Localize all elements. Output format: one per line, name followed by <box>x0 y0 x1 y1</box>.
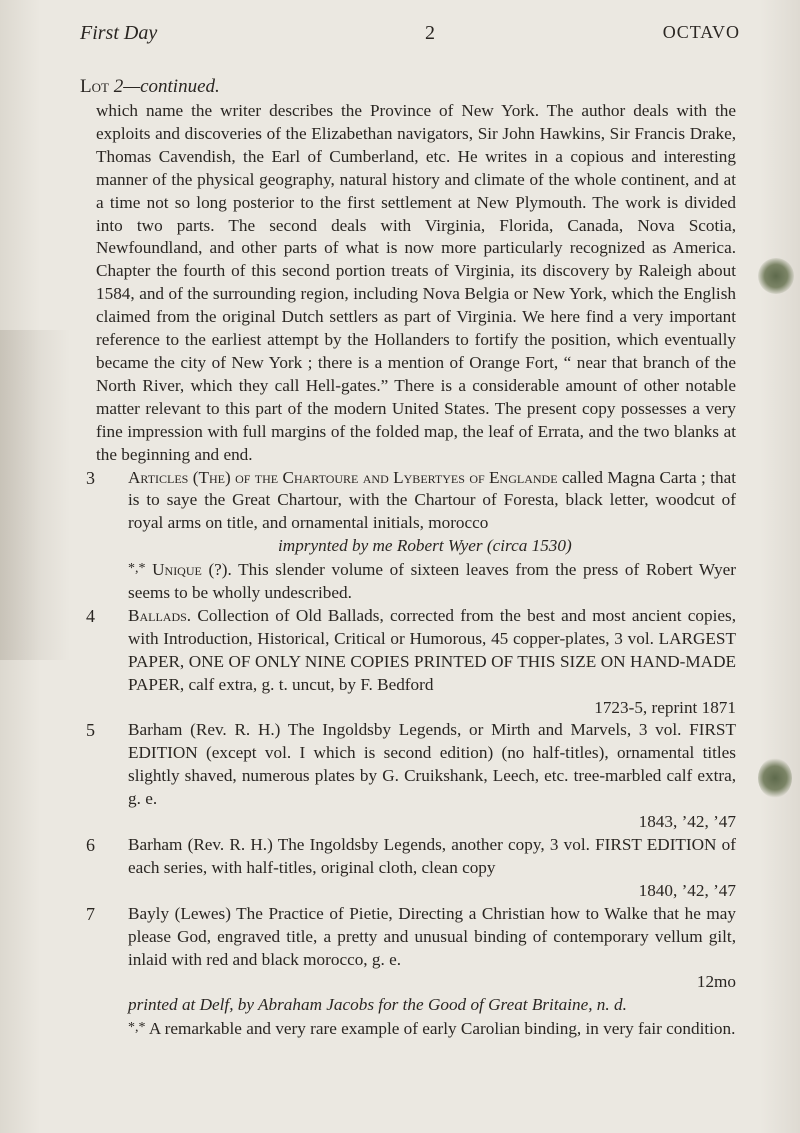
lot-heading: Barham (Rev. R. H.) <box>128 835 273 854</box>
lot-date: 1723-5, reprint 1871 <box>594 697 736 717</box>
lot-entry-7 <box>86 903 736 1041</box>
lot-imprint: printed at Delf, by Abraham Jacobs for the Good of Great Britaine, n. d. <box>128 995 627 1015</box>
lot-heading: Articles (The) of the Chartoure and Lybertyes of Englande <box>128 467 558 487</box>
note-asterisks: *,* <box>128 1020 146 1036</box>
lot-number: 5 <box>86 720 95 741</box>
lot-continued-label: 2—continued. <box>113 76 220 97</box>
lot-note <box>128 558 736 605</box>
note-text: A remarkable and very rare example of early Carolian binding, in very fair condition. <box>148 1019 736 1039</box>
lot-description: called Magna Carta ; that is to saye the Great Chartour, with the Chartour of Foresta, black letter, woodcut of royal arms on title, and ornamental initials, morocco <box>128 467 736 533</box>
lot-number: 7 <box>86 903 95 924</box>
lot-description: Collection of Old Ballads, corrected from the best and most ancient copies, with Introduction, Historical, Critical or Humorous, 45 copper-plates, 3 vol. LARGEST PAPER, ONE OF ONLY NINE COPIES PRINTED OF THIS SIZE ON HAND-MADE PAPER, calf extra, g. t. uncut, by F. Bedford <box>128 605 736 694</box>
lot-date: 1843, ’42, ’47 <box>638 812 736 832</box>
catalogue-body <box>86 100 737 1041</box>
running-head-left: First Day <box>80 22 158 44</box>
lot-date: 1840, ’42, ’47 <box>638 880 736 900</box>
lot-entry-5 <box>86 719 736 834</box>
lot-description: The Ingoldsby Legends, another copy, 3 vol. FIRST EDITION of each series, with half-titles, original cloth, clean copy <box>128 835 736 877</box>
lot-size: 12mo <box>696 972 736 992</box>
lot-number: 4 <box>86 605 95 626</box>
note-asterisks: *,* <box>128 561 146 577</box>
lot-imprint: imprynted by me Robert Wyer (circa 1530) <box>278 536 572 556</box>
lot-entry-3 <box>86 467 737 605</box>
running-head-right: OCTAVO <box>662 22 740 42</box>
lot-note <box>128 1017 736 1041</box>
binding-tab-mark-upper <box>758 258 794 294</box>
page-number: 2 <box>425 22 435 44</box>
binding-tab-mark-lower <box>758 758 792 798</box>
lot-description: The Practice of Pietie, Directing a Christian how to Walke that he may please God, engraved title, a pretty and unusual binding of contemporary vellum gilt, inlaid with red and black morocco, g. e. <box>128 903 736 969</box>
lot-continued-heading <box>80 76 220 98</box>
lot-number: 6 <box>86 835 95 855</box>
lot-entry-6 <box>86 834 736 903</box>
lot-description: The Ingoldsby Legends, or Mirth and Marvels, 3 vol. FIRST EDITION (except vol. I which is second edition) (no half-titles), ornamental titles slightly shaved, numerous plates by G. Cruikshank, Leech, etc. tree-marbled calf extra, g. e. <box>128 720 736 809</box>
lot-heading: Barham (Rev. R. H.) <box>128 720 281 740</box>
lot-number: 3 <box>86 467 95 488</box>
lot-heading: Bayly (Lewes) <box>128 903 231 923</box>
binding-shadow <box>0 330 70 660</box>
lot-label: Lot <box>80 76 109 97</box>
lot-entry-4 <box>86 605 736 720</box>
note-heading: Unique (?). <box>152 560 232 580</box>
note-text: This slender volume of sixteen leaves from the press of Robert Wyer seems to be wholly undescribed. <box>128 560 737 603</box>
lot-2-continuation: which name the writer describes the Province of New York. The author deals with the exploits and discoveries of the Elizabethan navigators, Sir John Hawkins, Sir Francis Drake, Thomas Cavendish, the Earl of Cumberland, etc. He writes in a copious and interesting manner of the physical geography, natural history and climate of the whole continent, and at a time not so long posterior to the first settlement at New Plymouth. The work is divided into two parts. The second deals with Virginia, Florida, Canada, Nova Scotia, Newfoundland, and other parts of what is now more particularly recognized as America. Chapter the fourth of this second portion treats of Virginia, its discovery by Raleigh about 1584, and of the surrounding region, including Nova Belgia or New York, which the English claimed from the original Dutch settlers as part of Virginia. We here find a very important reference to the earliest attempt by the Hollanders to fortify the position, which eventually became the city of New York ; there is a mention of Orange Fort, “ near that branch of the North River, which they call Hell-gates.” There is a considerable amount of other notable matter relevant to this part of the modern United States. The present copy possesses a very fine impression with full margins of the folded map, the leaf of Errata, and the two blanks at the beginning and end. <box>96 101 736 464</box>
running-head <box>80 22 740 46</box>
lot-heading: Ballads. <box>128 605 192 625</box>
